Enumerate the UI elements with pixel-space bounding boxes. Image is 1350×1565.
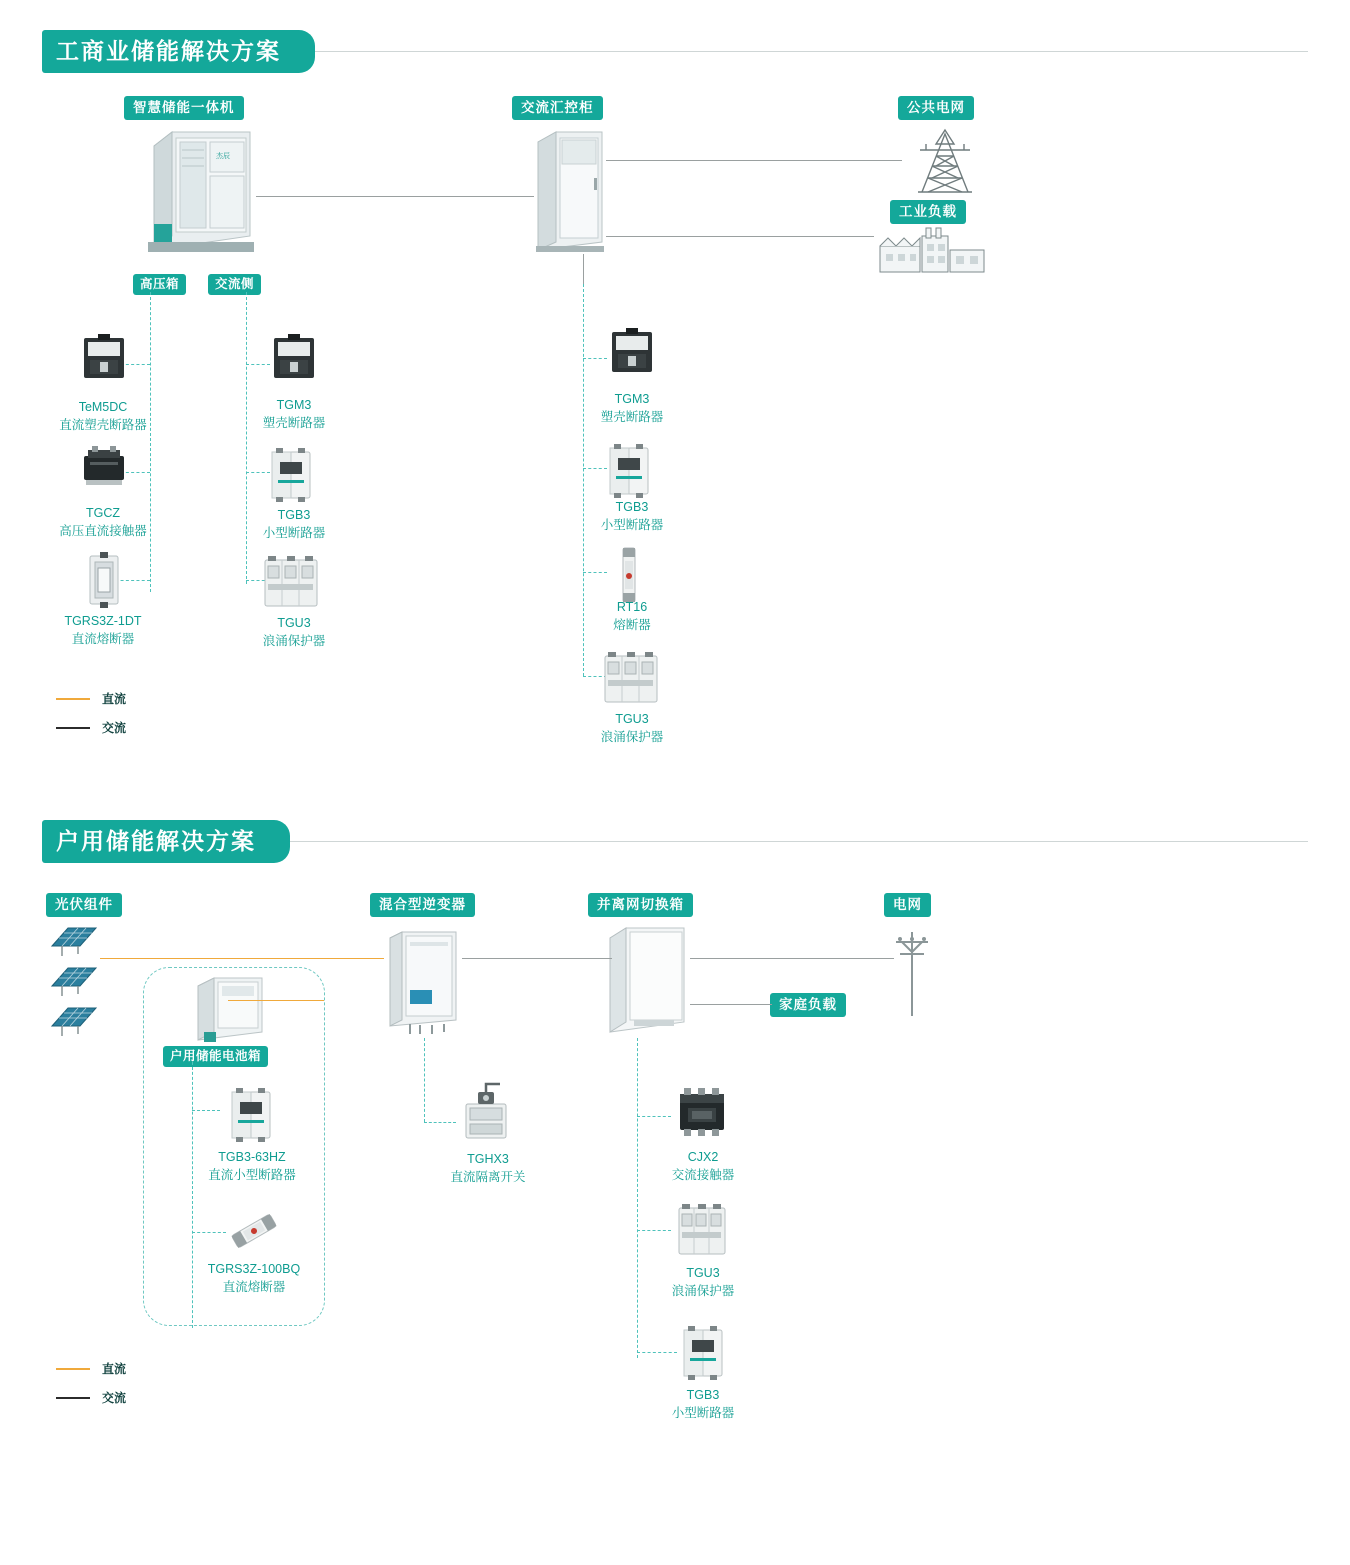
legend-item-dc — [56, 690, 126, 707]
device-caption-9: TGU3 浪涌保护器 — [600, 712, 664, 745]
device-caption-8: RT16 熔断器 — [613, 600, 651, 633]
cylindrical-fuse-icon — [222, 1210, 286, 1252]
chip-storage-unit: 智慧储能一体机 — [124, 96, 244, 120]
hybrid-inverter-icon — [384, 928, 462, 1036]
miniature-circuit-breaker-icon — [680, 1326, 726, 1380]
legend-label-ac: 交流 — [102, 721, 127, 735]
device-caption-r0: TGB3-63HZ 直流小型断路器 — [208, 1150, 296, 1183]
chip-ac-cabinet: 交流汇控柜 — [512, 96, 603, 120]
cylindrical-fuse-icon — [614, 546, 644, 604]
device-caption-7: TGB3 小型断路器 — [600, 500, 664, 533]
dc-contactor-icon — [80, 444, 128, 488]
title-divider-2 — [284, 841, 1308, 842]
pv-module-icon — [48, 1004, 100, 1038]
chip-industrial-load: 工业负载 — [890, 200, 966, 224]
stub-ac-1 — [246, 364, 270, 365]
legend-swatch-dc — [56, 698, 90, 700]
legend-swatch-ac — [56, 727, 90, 729]
ac-contactor-icon — [674, 1084, 730, 1140]
line-pv-to-inverter-dc — [100, 958, 384, 959]
chip-battery-box: 户用储能电池箱 — [163, 1046, 268, 1067]
section-title-commercial — [42, 30, 1308, 73]
chip-transfer-switch-box: 并离网切换箱 — [588, 893, 693, 917]
transfer-switch-box-icon — [606, 924, 690, 1036]
title-divider — [309, 51, 1308, 52]
device-caption-r3: CJX2 交流接触器 — [671, 1150, 735, 1183]
stub-sw-1 — [637, 1116, 671, 1117]
smart-storage-cabinet-icon — [146, 124, 256, 254]
branch-inverter-trunk — [424, 1038, 425, 1122]
svg-text:杰辰: 杰辰 — [216, 153, 230, 160]
chip-pv-modules: 光伏组件 — [46, 893, 122, 917]
device-caption-r2: TGHX3 直流隔离开关 — [450, 1152, 526, 1185]
section-title-label-2: 户用储能解决方案 — [42, 820, 290, 863]
line-inverter-to-switchbox — [462, 958, 612, 959]
molded-case-circuit-breaker-icon — [606, 326, 658, 378]
molded-case-circuit-breaker-icon — [268, 332, 320, 384]
line-battery-dc — [228, 1000, 324, 1001]
miniature-circuit-breaker-icon — [606, 444, 652, 498]
legend-swatch-dc-2 — [56, 1368, 90, 1370]
legend-label-dc: 直流 — [102, 692, 127, 706]
legend-label-dc-2: 直流 — [102, 1362, 127, 1376]
device-caption-0: TeM5DC 直流塑壳断路器 — [59, 400, 147, 433]
branch-hv-box-trunk — [150, 292, 151, 592]
legend-item-ac — [56, 719, 126, 736]
stub-bat-2 — [192, 1232, 226, 1233]
legend-residential — [56, 1360, 126, 1418]
device-caption-6: TGM3 塑壳断路器 — [600, 392, 664, 425]
chip-ac-side: 交流侧 — [208, 274, 261, 295]
stub-ac-2 — [246, 472, 270, 473]
chip-hybrid-inverter: 混合型逆变器 — [370, 893, 475, 917]
miniature-circuit-breaker-icon — [268, 448, 314, 502]
pv-module-icon — [48, 964, 100, 998]
miniature-circuit-breaker-icon — [228, 1088, 274, 1142]
stub-cab-3 — [583, 572, 607, 573]
stub-inv-1 — [424, 1122, 456, 1123]
stub-bat-1 — [192, 1110, 220, 1111]
line-cabinet-down — [583, 254, 584, 284]
device-caption-r4: TGU3 浪涌保护器 — [671, 1266, 735, 1299]
chip-hv-box: 高压箱 — [133, 274, 186, 295]
legend-item-ac-2 — [56, 1389, 126, 1406]
dc-isolator-switch-icon — [458, 1082, 514, 1144]
section-residential-storage — [0, 800, 1350, 1565]
industrial-load-icon — [878, 226, 986, 274]
device-caption-2: TGRS3Z-1DT 直流熔断器 — [64, 614, 142, 647]
chip-public-grid: 公共电网 — [898, 96, 974, 120]
section-title-label: 工商业储能解决方案 — [42, 30, 315, 73]
section-title-residential — [42, 820, 1308, 863]
stub-sw-2 — [637, 1230, 671, 1231]
device-caption-4: TGB3 小型断路器 — [262, 508, 326, 541]
line-cabinet-to-load — [606, 236, 874, 237]
stub-sw-3 — [637, 1352, 677, 1353]
device-caption-r5: TGB3 小型断路器 — [671, 1388, 735, 1421]
chip-grid: 电网 — [884, 893, 931, 917]
legend-label-ac-2: 交流 — [102, 1391, 127, 1405]
surge-protector-icon — [676, 1204, 728, 1258]
stub-cab-2 — [583, 468, 607, 469]
ac-control-cabinet-icon — [534, 128, 606, 254]
fuse-holder-icon — [82, 552, 126, 608]
line-storage-to-cabinet — [256, 196, 534, 197]
legend-item-dc-2 — [56, 1360, 126, 1377]
line-cabinet-to-grid — [606, 160, 902, 161]
device-caption-r1: TGRS3Z-100BQ 直流熔断器 — [207, 1262, 301, 1295]
branch-switchbox-trunk — [637, 1038, 638, 1358]
transmission-tower-icon — [906, 128, 984, 200]
device-caption-5: TGU3 浪涌保护器 — [262, 616, 326, 649]
line-switchbox-to-home-load — [690, 1004, 772, 1005]
stub-cab-1 — [583, 358, 607, 359]
legend-swatch-ac-2 — [56, 1397, 90, 1399]
pv-module-icon — [48, 924, 100, 958]
device-caption-3: TGM3 塑壳断路器 — [262, 398, 326, 431]
legend-commercial — [56, 690, 126, 748]
line-switchbox-to-grid — [690, 958, 894, 959]
surge-protector-icon — [262, 556, 320, 610]
surge-protector-icon — [602, 652, 660, 706]
utility-pole-icon — [892, 926, 932, 1018]
chip-home-load: 家庭负载 — [770, 993, 846, 1017]
device-caption-1: TGCZ 高压直流接触器 — [59, 506, 147, 539]
molded-case-circuit-breaker-icon — [78, 332, 130, 384]
